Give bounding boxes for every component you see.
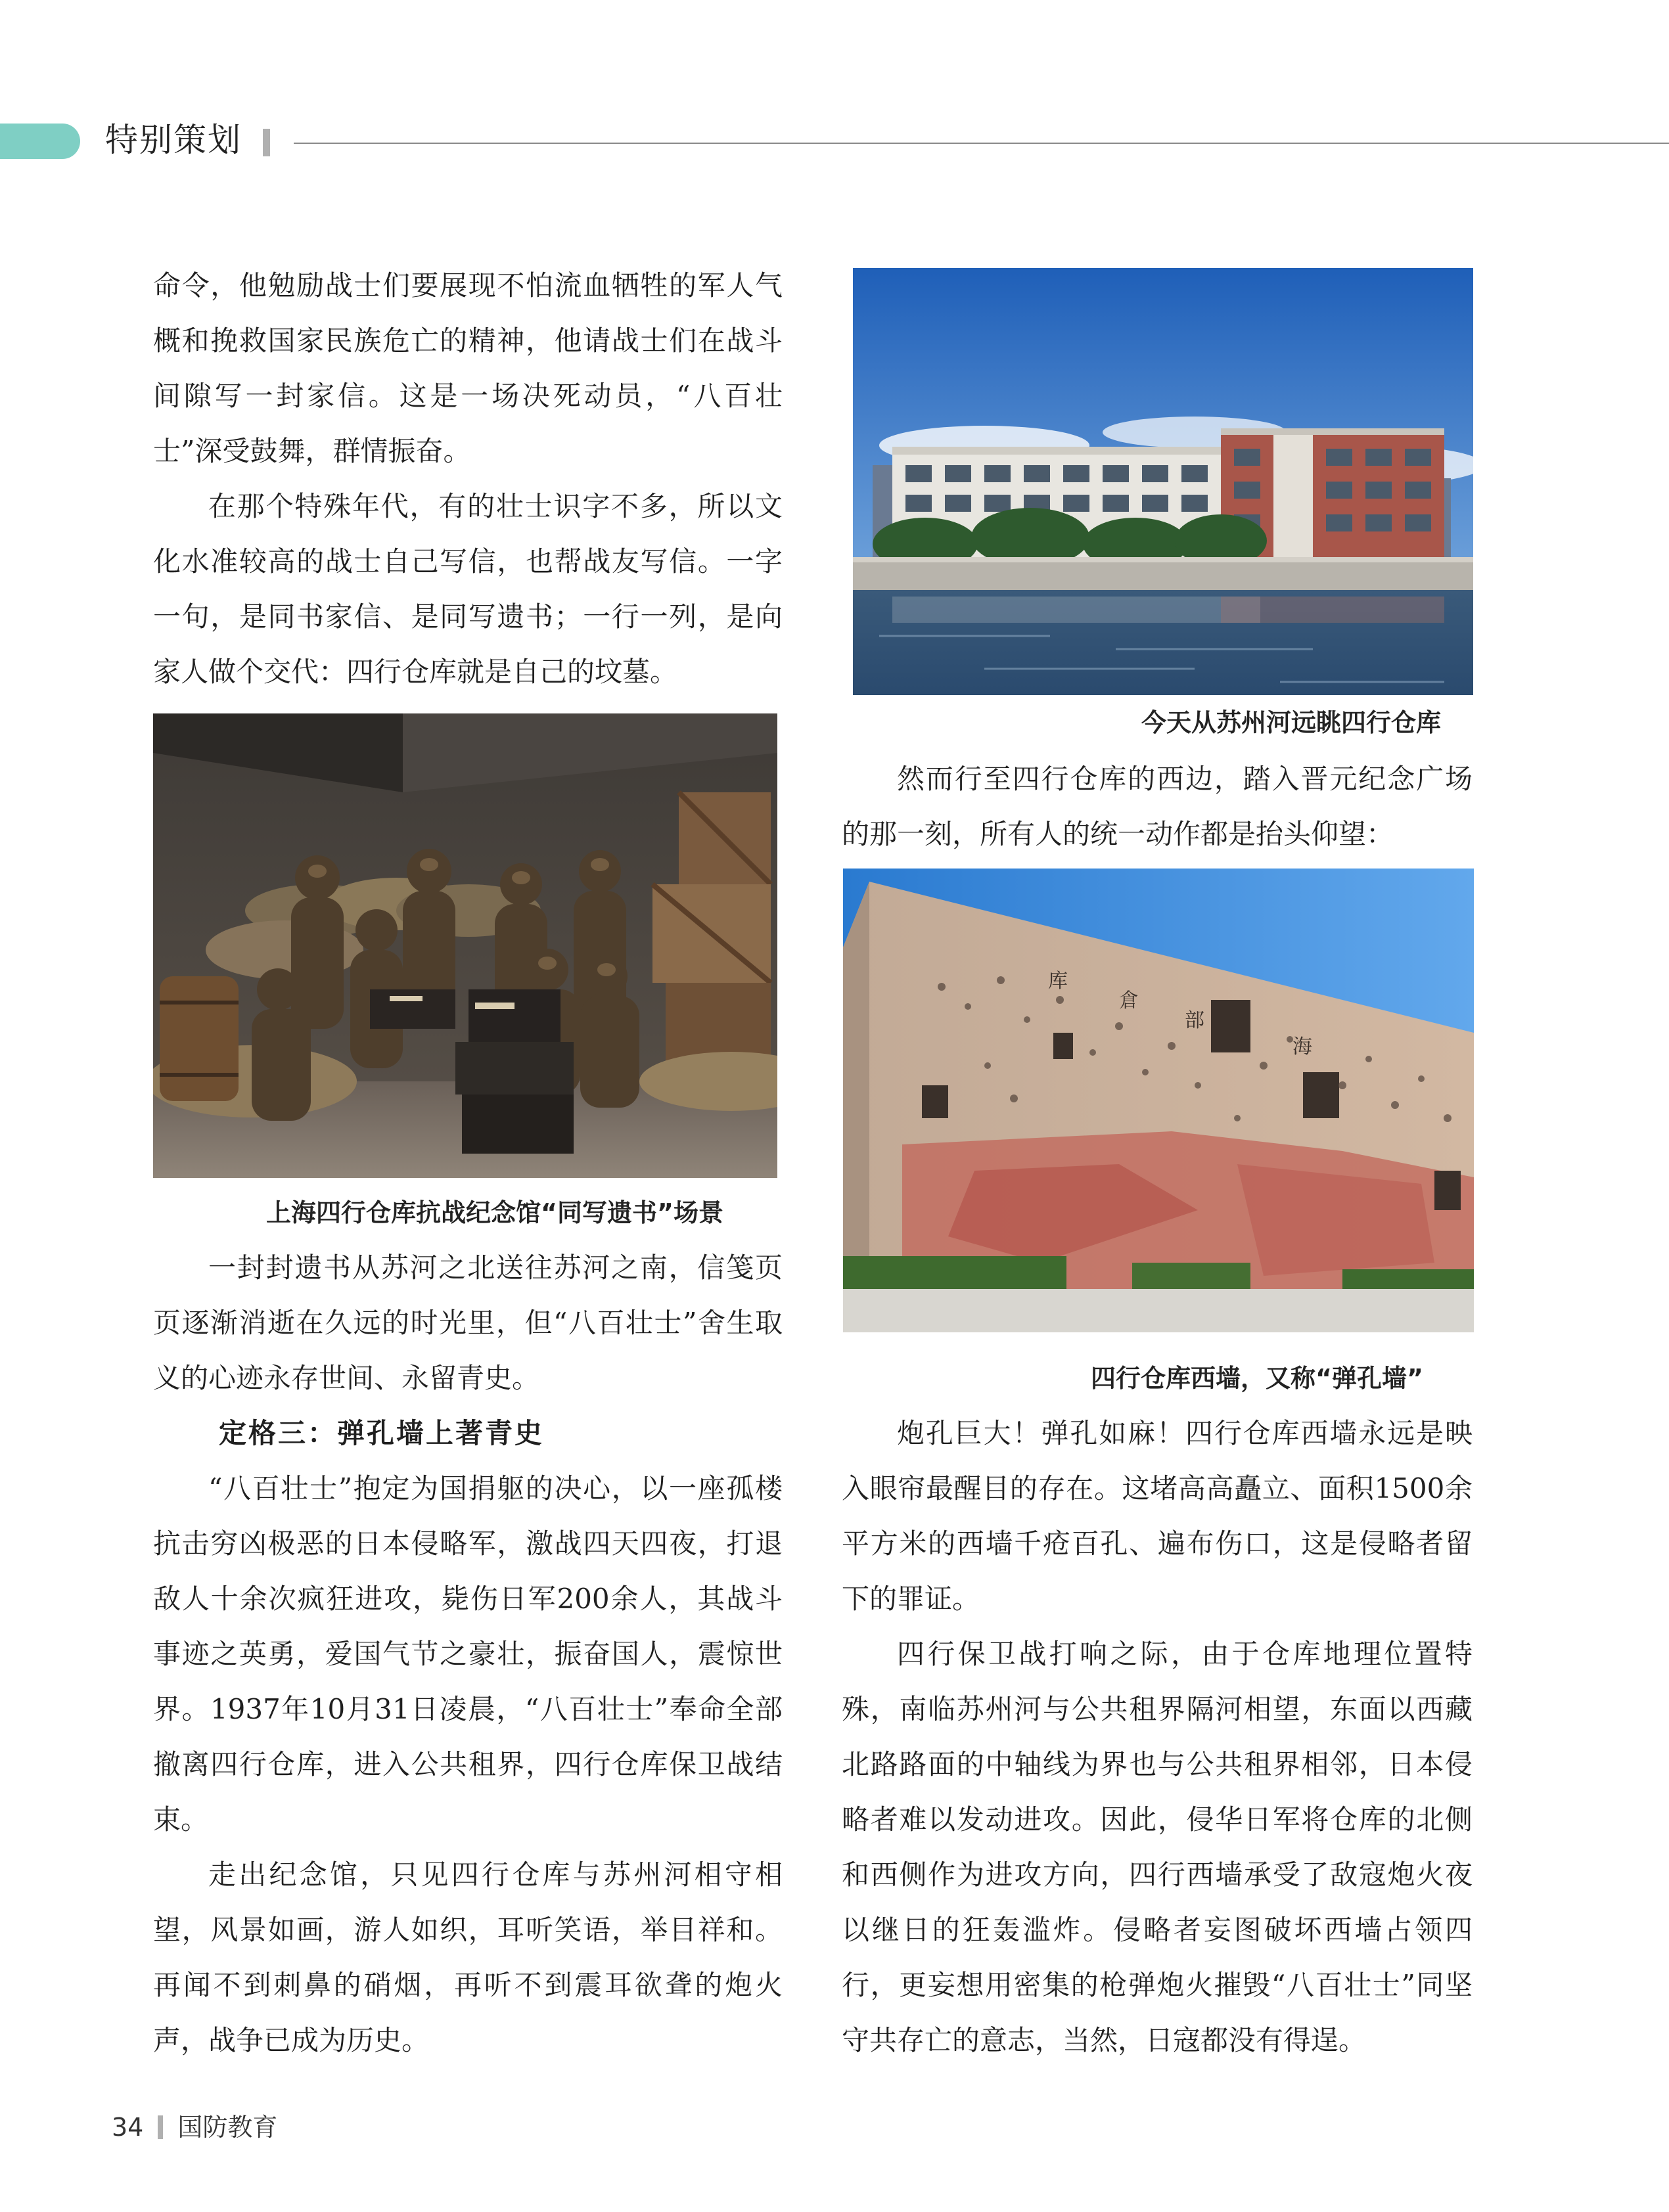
left-column-top xyxy=(153,258,783,700)
section-title-bar xyxy=(263,129,270,156)
page-number: 34 xyxy=(112,2113,144,2142)
subsection-heading: 定格三：弹孔墙上著青史 xyxy=(219,1417,545,1449)
wall-letter: 倉 xyxy=(1119,989,1139,1012)
wall-letter: 海 xyxy=(1292,1035,1312,1058)
section-accent-tab xyxy=(0,124,80,159)
wall-letter: 部 xyxy=(1185,1009,1204,1032)
paragraph: 四行保卫战打响之际，由于仓库地理位置特殊，南临苏州河与公共租界隔河相望，东面以西藏北路路面的中轴线为界也与公共租界相邻，日本侵略者难以发动进攻。因此，侵华日军将仓库的北侧和西侧作为进攻方向，四行西墙承受了敌寇炮火夜以继日的狂轰滥炸。侵略者妄图破坏西墙占领四行，更妄想用密集的枪弹炮火摧毁“八百壮士”同坚守共存亡的意志，当然，日寇都没有得逞。 xyxy=(842,1638,1473,2056)
footer-divider xyxy=(158,2115,163,2139)
header-rule xyxy=(294,143,1669,144)
paragraph: 炮孔巨大！弹孔如麻！四行仓库西墙永远是映入眼帘最醒目的存在。这堵高高矗立、面积1500余平方米的西墙千疮百孔、遍布伤口，这是侵略者留下的罪证。 xyxy=(842,1417,1473,1615)
wall-caption: 四行仓库西墙，又称“弹孔墙” xyxy=(1091,1364,1423,1393)
right-column-bottom xyxy=(842,1406,1473,2068)
section-title: 特别策划 xyxy=(105,121,242,159)
warehouse-photo xyxy=(853,268,1473,695)
diorama-photo xyxy=(153,713,777,1178)
paragraph: 命令，他勉励战士们要展现不怕流血牺牲的军人气概和挽救国家民族危亡的精神，他请战士们在战斗间隙写一封家信。这是一场决死动员，“八百壮士”深受鼓舞，群情振奋。 xyxy=(153,269,783,467)
paragraph: 走出纪念馆，只见四行仓库与苏州河相守相望，风景如画，游人如织，耳听笑语，举目祥和。再闻不到刺鼻的硝烟，再听不到震耳欲聋的炮火声，战争已成为历史。 xyxy=(153,1859,783,2056)
magazine-name: 国防教育 xyxy=(177,2113,278,2142)
page-footer xyxy=(112,2108,277,2147)
paragraph: 在那个特殊年代，有的壮士识字不多，所以文化水准较高的战士自己写信，也帮战友写信。一字一句，是同书家信、是同写遗书；一行一列，是向家人做个交代：四行仓库就是自己的坟墓。 xyxy=(153,490,783,688)
warehouse-caption: 今天从苏州河远眺四行仓库 xyxy=(1141,708,1442,737)
diorama-caption: 上海四行仓库抗战纪念馆“同写遗书”场景 xyxy=(266,1198,723,1227)
paragraph: 一封封遗书从苏河之北送往苏河之南，信笺页页逐渐消逝在久远的时光里，但“八百壮士”舍生取义的心迹永存世间、永留青史。 xyxy=(153,1252,783,1394)
paragraph: “八百壮士”抱定为国捐躯的决心，以一座孤楼抗击穷凶极恶的日本侵略军，激战四天四夜，打退敌人十余次疯狂进攻，毙伤日军200余人，其战斗事迹之英勇，爱国气节之豪壮，振奋国人，震惊世界。1937年10月31日凌晨，“八百壮士”奉命全部撤离四行仓库，进入公共租界，四行仓库保卫战结束。 xyxy=(153,1472,783,1836)
wall-letter: 库 xyxy=(1048,970,1068,993)
left-column-bottom xyxy=(153,1240,783,2068)
bullet-wall-photo xyxy=(843,869,1474,1332)
right-column-top xyxy=(842,752,1473,862)
paragraph: 然而行至四行仓库的西边，踏入晋元纪念广场的那一刻，所有人的统一动作都是抬头仰望： xyxy=(842,763,1473,850)
